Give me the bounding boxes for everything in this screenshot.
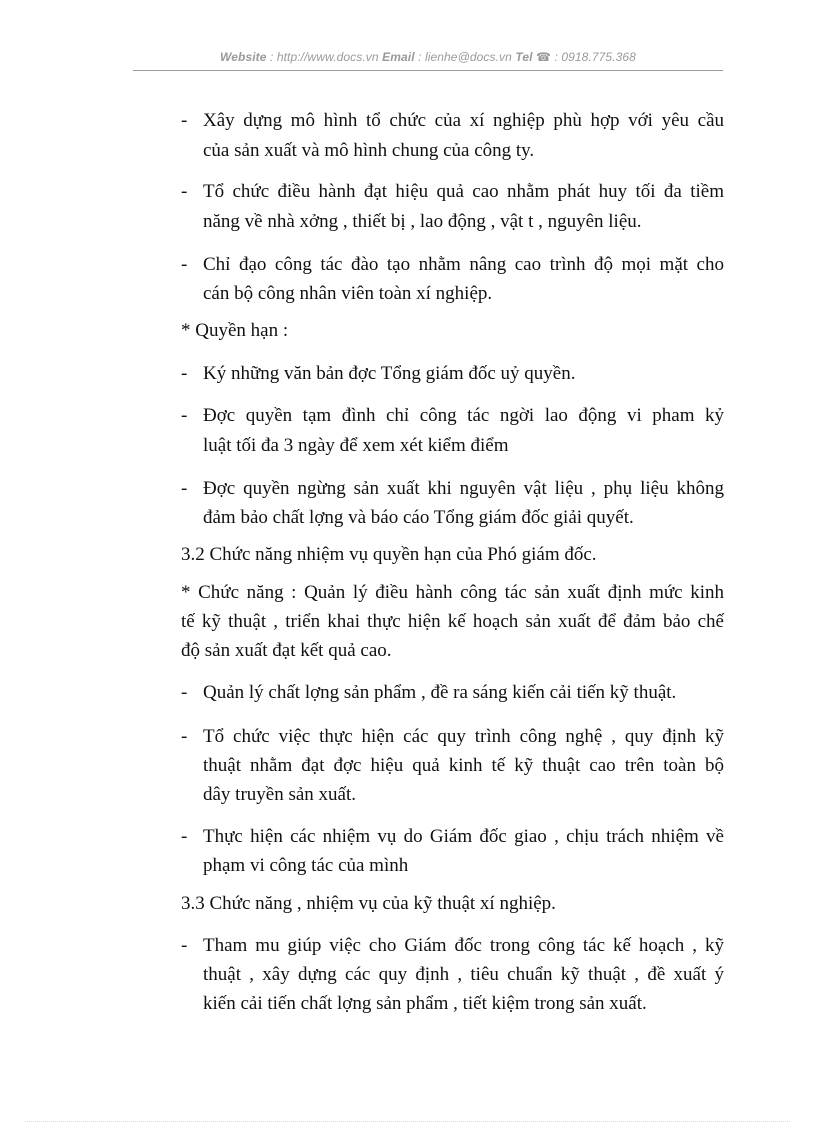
section-heading-3-3: 3.3 Chức năng , nhiệm vụ của kỹ thuật xí nghiệp.: [181, 893, 556, 914]
bullet-dash: -: [181, 726, 188, 747]
body-line: Xây dựng mô hình tổ chức của xí nghiệp phù hợp với yêu cầu: [203, 110, 724, 131]
body-line: Quản lý chất lợng sản phẩm , đề ra sáng kiến cải tiến kỹ thuật.: [203, 682, 677, 703]
body-line: thuật , xây dựng các quy định , tiêu chuẩn kỹ thuật , đề xuất ý: [203, 964, 724, 985]
body-line: độ sản xuất đạt kết quả cao.: [181, 640, 392, 661]
body-line: phạm vi công tác của mình: [203, 855, 409, 876]
bullet-dash: -: [181, 682, 188, 703]
section-heading-3-2: 3.2 Chức năng nhiệm vụ quyền hạn của Phó giám đốc.: [181, 544, 597, 565]
tel-value: : 0918.775.368: [554, 50, 636, 64]
subheading-quyen-han: * Quyền hạn :: [181, 320, 289, 341]
body-line: năng về nhà xởng , thiết bị , lao động , vật t , nguyên liệu.: [203, 211, 642, 232]
website-url[interactable]: : http://www.docs.vn: [269, 50, 379, 64]
body-line: * Chức năng : Quản lý điều hành công tác sản xuất định mức kinh: [181, 582, 724, 603]
bullet-dash: -: [181, 478, 188, 499]
page-header: [133, 50, 723, 64]
bullet-dash: -: [181, 181, 188, 202]
body-line: cán bộ công nhân viên toàn xí nghiệp.: [203, 283, 493, 304]
bullet-dash: -: [181, 935, 188, 956]
bullet-dash: -: [181, 363, 188, 384]
body-line: Thực hiện các nhiệm vụ do Giám đốc giao , chịu trách nhiệm về: [203, 826, 724, 847]
body-line: Tổ chức việc thực hiện các quy trình công nghệ , quy định kỹ: [203, 726, 724, 747]
bullet-dash: -: [181, 826, 188, 847]
body-line: Ký những văn bản đợc Tổng giám đốc uỷ quyền.: [203, 363, 576, 384]
body-line: Đợc quyền ngừng sản xuất khi nguyên vật liệu , phụ liệu không: [203, 478, 724, 499]
tel-label: Tel ☎: [515, 50, 552, 64]
body-line: kiến cải tiến chất lợng sản phẩm , tiết kiệm trong sản xuất.: [203, 993, 647, 1014]
body-line: thuật nhằm đạt đợc hiệu quả kinh tế kỹ thuật cao trên toàn bộ: [203, 755, 724, 776]
body-line: luật tối đa 3 ngày để xem xét kiểm điểm: [203, 435, 509, 456]
bullet-dash: -: [181, 254, 188, 275]
body-line: Tổ chức điều hành đạt hiệu quả cao nhằm phát huy tối đa tiềm: [203, 181, 724, 202]
body-line: tế kỹ thuật , triển khai thực hiện kế hoạch sản xuất để đảm bảo chế: [181, 611, 724, 632]
page-bottom-border: [25, 1121, 790, 1122]
body-line: dây truyền sản xuất.: [203, 784, 357, 805]
body-line: Tham mu giúp việc cho Giám đốc trong công tác kế hoạch , kỹ: [203, 935, 724, 956]
header-rule: [133, 70, 723, 71]
body-line: Chỉ đạo công tác đào tạo nhằm nâng cao trình độ mọi mặt cho: [203, 254, 724, 275]
body-line: Đợc quyền tạm đình chỉ công tác ngời lao động vi pham kỷ: [203, 405, 724, 426]
body-line: của sản xuất và mô hình chung của công ty.: [203, 140, 535, 161]
bullet-dash: -: [181, 405, 188, 426]
email-label: Email: [382, 50, 415, 64]
website-label: Website: [220, 50, 267, 64]
email-value[interactable]: : lienhe@docs.vn: [418, 50, 512, 64]
body-line: đảm bảo chất lợng và báo cáo Tổng giám đốc giải quyết.: [203, 507, 634, 528]
bullet-dash: -: [181, 110, 188, 131]
